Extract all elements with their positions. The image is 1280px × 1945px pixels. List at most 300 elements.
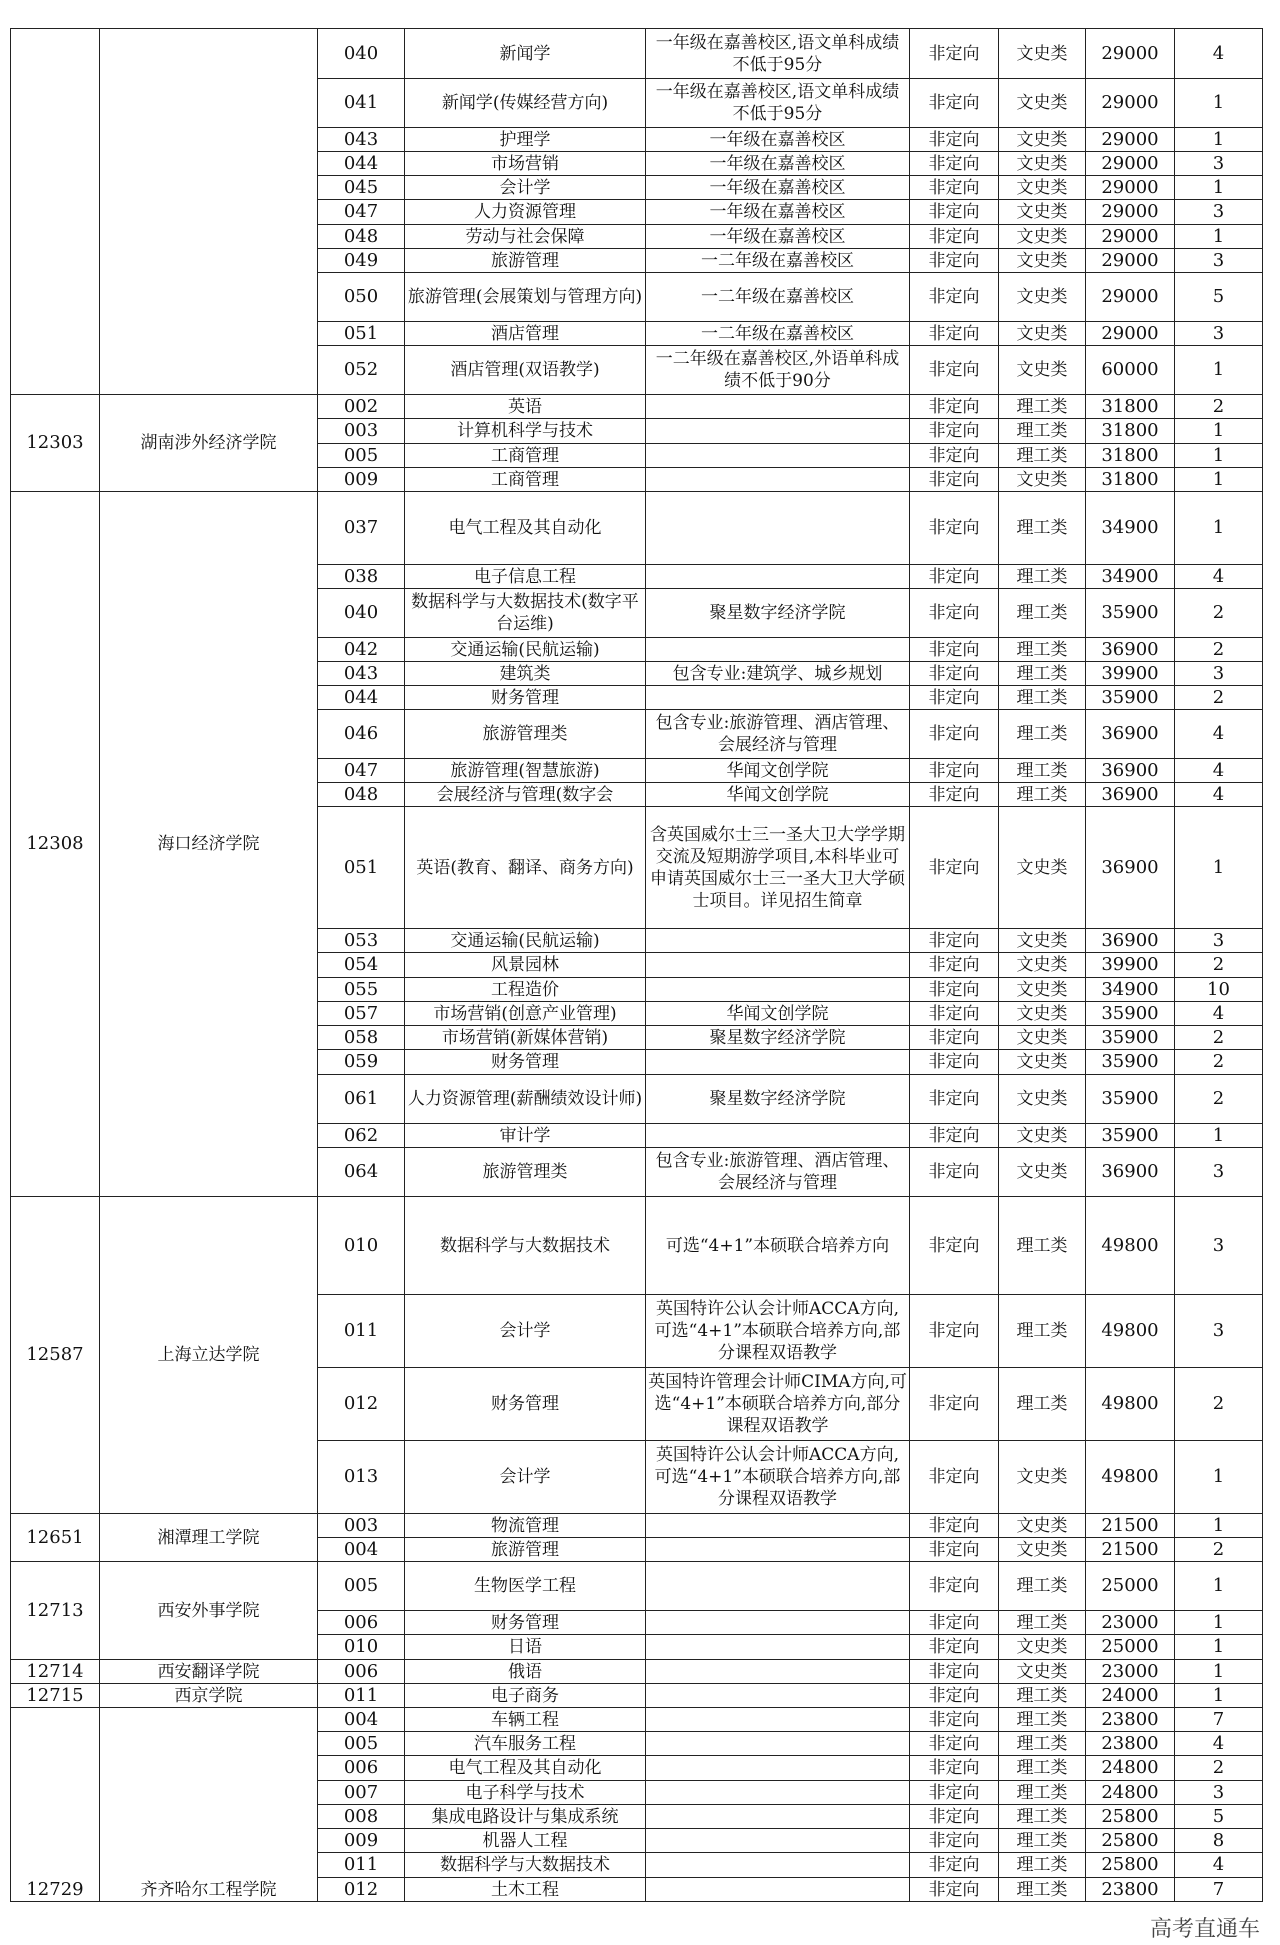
note-cell: 华闻文创学院: [646, 759, 910, 783]
major-code-cell: 052: [318, 346, 405, 395]
plan-count-cell: 1: [1175, 1635, 1263, 1660]
major-code-cell: 012: [318, 1878, 405, 1902]
major-name-cell: 英语: [405, 395, 646, 419]
plan-count-cell: 1: [1175, 1660, 1263, 1684]
major-name-cell: 计算机科学与技术: [405, 419, 646, 444]
plan-count-cell: 10: [1175, 978, 1263, 1002]
tuition-cell: 35900: [1086, 1124, 1175, 1148]
note-cell: 一二年级在嘉善校区: [646, 249, 910, 273]
plan-count-cell: 1: [1175, 419, 1263, 444]
enroll-type-cell: 非定向: [910, 128, 999, 152]
tuition-cell: 24800: [1086, 1756, 1175, 1781]
major-name-cell: 人力资源管理: [405, 200, 646, 225]
note-cell: [646, 953, 910, 978]
table-body: [11, 29, 1263, 1902]
major-code-cell: 002: [318, 395, 405, 419]
enroll-type-cell: 非定向: [910, 807, 999, 929]
note-cell: [646, 1756, 910, 1781]
plan-count-cell: 8: [1175, 1829, 1263, 1853]
major-code-cell: 051: [318, 807, 405, 929]
major-code-cell: 005: [318, 444, 405, 468]
enroll-type-cell: 非定向: [910, 1538, 999, 1562]
table-row: [11, 29, 1263, 79]
major-code-cell: 040: [318, 29, 405, 79]
category-cell: 理工类: [999, 1611, 1086, 1635]
tuition-cell: 21500: [1086, 1514, 1175, 1538]
tuition-cell: 35900: [1086, 1002, 1175, 1026]
plan-count-cell: 3: [1175, 1781, 1263, 1805]
enroll-type-cell: 非定向: [910, 929, 999, 953]
enroll-type-cell: 非定向: [910, 1660, 999, 1684]
category-cell: 文史类: [999, 346, 1086, 395]
enroll-type-cell: 非定向: [910, 1295, 999, 1368]
tuition-cell: 23000: [1086, 1660, 1175, 1684]
note-cell: 包含专业:旅游管理、酒店管理、会展经济与管理: [646, 1148, 910, 1197]
enroll-type-cell: 非定向: [910, 686, 999, 710]
major-code-cell: 050: [318, 273, 405, 322]
category-cell: 文史类: [999, 1635, 1086, 1660]
plan-count-cell: 5: [1175, 273, 1263, 322]
major-name-cell: 会计学: [405, 1295, 646, 1368]
plan-count-cell: 3: [1175, 322, 1263, 346]
category-cell: 理工类: [999, 1756, 1086, 1781]
category-cell: 理工类: [999, 686, 1086, 710]
note-cell: 含英国威尔士三一圣大卫大学学期交流及短期游学项目,本科毕业可申请英国威尔士三一圣大卫大学硕士项目。详见招生简章: [646, 807, 910, 929]
category-cell: 理工类: [999, 662, 1086, 686]
major-name-cell: 审计学: [405, 1124, 646, 1148]
major-name-cell: 电子科学与技术: [405, 1781, 646, 1805]
major-code-cell: 048: [318, 783, 405, 807]
plan-count-cell: 1: [1175, 1514, 1263, 1538]
note-cell: [646, 1708, 910, 1732]
table-row: [11, 1684, 1263, 1708]
tuition-cell: 35900: [1086, 1026, 1175, 1050]
major-name-cell: 会计学: [405, 176, 646, 200]
enroll-type-cell: 非定向: [910, 1026, 999, 1050]
tuition-cell: 29000: [1086, 128, 1175, 152]
plan-count-cell: 3: [1175, 1148, 1263, 1197]
plan-count-cell: 3: [1175, 662, 1263, 686]
major-name-cell: 人力资源管理(薪酬绩效设计师): [405, 1075, 646, 1124]
plan-count-cell: 2: [1175, 589, 1263, 638]
tuition-cell: 35900: [1086, 686, 1175, 710]
note-cell: 一年级在嘉善校区: [646, 128, 910, 152]
enroll-type-cell: 非定向: [910, 759, 999, 783]
category-cell: 文史类: [999, 1050, 1086, 1075]
category-cell: 文史类: [999, 807, 1086, 929]
category-cell: 理工类: [999, 492, 1086, 565]
plan-count-cell: 3: [1175, 200, 1263, 225]
category-cell: 文史类: [999, 1075, 1086, 1124]
enroll-type-cell: 非定向: [910, 1050, 999, 1075]
major-code-cell: 045: [318, 176, 405, 200]
tuition-cell: 25800: [1086, 1853, 1175, 1878]
tuition-cell: 39900: [1086, 662, 1175, 686]
category-cell: 文史类: [999, 1148, 1086, 1197]
school-code-cell: 12308: [11, 492, 100, 1197]
note-cell: [646, 1538, 910, 1562]
note-cell: [646, 419, 910, 444]
tuition-cell: 31800: [1086, 419, 1175, 444]
major-code-cell: 046: [318, 710, 405, 759]
plan-count-cell: 4: [1175, 1853, 1263, 1878]
plan-count-cell: 2: [1175, 1075, 1263, 1124]
school-name-cell: 湘潭理工学院: [100, 1514, 318, 1562]
tuition-cell: 49800: [1086, 1441, 1175, 1514]
tuition-cell: 34900: [1086, 978, 1175, 1002]
note-cell: 华闻文创学院: [646, 783, 910, 807]
tuition-cell: 36900: [1086, 1148, 1175, 1197]
enroll-type-cell: 非定向: [910, 565, 999, 589]
major-name-cell: 交通运输(民航运输): [405, 638, 646, 662]
enroll-type-cell: 非定向: [910, 1829, 999, 1853]
tuition-cell: 29000: [1086, 79, 1175, 128]
major-code-cell: 009: [318, 1829, 405, 1853]
plan-count-cell: 7: [1175, 1878, 1263, 1902]
plan-count-cell: 2: [1175, 1368, 1263, 1441]
major-name-cell: 机器人工程: [405, 1829, 646, 1853]
major-code-cell: 049: [318, 249, 405, 273]
major-name-cell: 财务管理: [405, 1368, 646, 1441]
category-cell: 理工类: [999, 1295, 1086, 1368]
plan-count-cell: 1: [1175, 492, 1263, 565]
category-cell: 文史类: [999, 225, 1086, 249]
category-cell: 理工类: [999, 1878, 1086, 1902]
tuition-cell: 36900: [1086, 783, 1175, 807]
note-cell: [646, 492, 910, 565]
note-cell: 华闻文创学院: [646, 1002, 910, 1026]
major-code-cell: 011: [318, 1684, 405, 1708]
major-name-cell: 建筑类: [405, 662, 646, 686]
major-name-cell: 旅游管理(智慧旅游): [405, 759, 646, 783]
tuition-cell: 49800: [1086, 1368, 1175, 1441]
note-cell: 聚星数字经济学院: [646, 1075, 910, 1124]
school-name-cell: 湖南涉外经济学院: [100, 395, 318, 492]
major-code-cell: 041: [318, 79, 405, 128]
major-name-cell: 旅游管理(会展策划与管理方向): [405, 273, 646, 322]
major-code-cell: 012: [318, 1368, 405, 1441]
enroll-type-cell: 非定向: [910, 1075, 999, 1124]
note-cell: [646, 978, 910, 1002]
enroll-type-cell: 非定向: [910, 1756, 999, 1781]
major-name-cell: 新闻学(传媒经营方向): [405, 79, 646, 128]
enroll-type-cell: 非定向: [910, 1562, 999, 1611]
plan-count-cell: 1: [1175, 176, 1263, 200]
plan-count-cell: 3: [1175, 929, 1263, 953]
major-name-cell: 旅游管理类: [405, 710, 646, 759]
major-name-cell: 汽车服务工程: [405, 1732, 646, 1756]
note-cell: 聚星数字经济学院: [646, 1026, 910, 1050]
enroll-type-cell: 非定向: [910, 1853, 999, 1878]
tuition-cell: 35900: [1086, 1075, 1175, 1124]
note-cell: 英国特许公认会计师ACCA方向,可选“4+1”本硕联合培养方向,部分课程双语教学: [646, 1441, 910, 1514]
note-cell: [646, 1684, 910, 1708]
enroll-type-cell: 非定向: [910, 1635, 999, 1660]
major-code-cell: 059: [318, 1050, 405, 1075]
enroll-type-cell: 非定向: [910, 1732, 999, 1756]
plan-count-cell: 2: [1175, 1050, 1263, 1075]
note-cell: 包含专业:建筑学、城乡规划: [646, 662, 910, 686]
enroll-type-cell: 非定向: [910, 468, 999, 492]
school-name-cell: 西京学院: [100, 1684, 318, 1708]
major-code-cell: 047: [318, 200, 405, 225]
table-row: [11, 395, 1263, 419]
tuition-cell: 34900: [1086, 565, 1175, 589]
category-cell: 理工类: [999, 1829, 1086, 1853]
category-cell: 文史类: [999, 128, 1086, 152]
plan-count-cell: 2: [1175, 1538, 1263, 1562]
major-name-cell: 护理学: [405, 128, 646, 152]
major-name-cell: 旅游管理: [405, 1538, 646, 1562]
category-cell: 理工类: [999, 1732, 1086, 1756]
category-cell: 文史类: [999, 1538, 1086, 1562]
school-name-cell: 齐齐哈尔工程学院: [100, 1708, 318, 1902]
tuition-cell: 24800: [1086, 1781, 1175, 1805]
tuition-cell: 23000: [1086, 1611, 1175, 1635]
enroll-type-cell: 非定向: [910, 1124, 999, 1148]
enroll-type-cell: 非定向: [910, 492, 999, 565]
table-row: [11, 1562, 1263, 1611]
note-cell: 聚星数字经济学院: [646, 589, 910, 638]
category-cell: 理工类: [999, 710, 1086, 759]
note-cell: [646, 1635, 910, 1660]
major-code-cell: 009: [318, 468, 405, 492]
enroll-type-cell: 非定向: [910, 662, 999, 686]
table-row: [11, 492, 1263, 565]
school-code-cell: 12715: [11, 1684, 100, 1708]
major-name-cell: 集成电路设计与集成系统: [405, 1805, 646, 1829]
category-cell: 文史类: [999, 978, 1086, 1002]
major-name-cell: 土木工程: [405, 1878, 646, 1902]
major-name-cell: 旅游管理: [405, 249, 646, 273]
major-code-cell: 058: [318, 1026, 405, 1050]
major-code-cell: 054: [318, 953, 405, 978]
major-name-cell: 日语: [405, 1635, 646, 1660]
note-cell: [646, 1805, 910, 1829]
note-cell: 包含专业:旅游管理、酒店管理、会展经济与管理: [646, 710, 910, 759]
enroll-type-cell: 非定向: [910, 1197, 999, 1295]
school-code-cell: 12713: [11, 1562, 100, 1660]
major-name-cell: 会计学: [405, 1441, 646, 1514]
category-cell: 理工类: [999, 1708, 1086, 1732]
category-cell: 文史类: [999, 953, 1086, 978]
tuition-cell: 35900: [1086, 589, 1175, 638]
plan-count-cell: 3: [1175, 249, 1263, 273]
major-code-cell: 011: [318, 1295, 405, 1368]
plan-count-cell: 3: [1175, 1197, 1263, 1295]
school-code-cell: 12303: [11, 395, 100, 492]
plan-count-cell: 1: [1175, 1611, 1263, 1635]
plan-count-cell: 4: [1175, 565, 1263, 589]
enroll-type-cell: 非定向: [910, 1781, 999, 1805]
category-cell: 理工类: [999, 419, 1086, 444]
enroll-type-cell: 非定向: [910, 29, 999, 79]
plan-count-cell: 2: [1175, 395, 1263, 419]
plan-count-cell: 1: [1175, 468, 1263, 492]
category-cell: 文史类: [999, 249, 1086, 273]
category-cell: 理工类: [999, 1853, 1086, 1878]
major-code-cell: 013: [318, 1441, 405, 1514]
category-cell: 理工类: [999, 759, 1086, 783]
plan-count-cell: 1: [1175, 1684, 1263, 1708]
plan-count-cell: 1: [1175, 79, 1263, 128]
enroll-type-cell: 非定向: [910, 638, 999, 662]
major-name-cell: 市场营销(新媒体营销): [405, 1026, 646, 1050]
major-name-cell: 会展经济与管理(数字会: [405, 783, 646, 807]
tuition-cell: 29000: [1086, 249, 1175, 273]
major-code-cell: 040: [318, 589, 405, 638]
tuition-cell: 31800: [1086, 395, 1175, 419]
tuition-cell: 21500: [1086, 1538, 1175, 1562]
major-code-cell: 051: [318, 322, 405, 346]
note-cell: [646, 1611, 910, 1635]
major-code-cell: 047: [318, 759, 405, 783]
category-cell: 理工类: [999, 444, 1086, 468]
table-row: [11, 1514, 1263, 1538]
major-code-cell: 005: [318, 1732, 405, 1756]
category-cell: 文史类: [999, 1514, 1086, 1538]
major-code-cell: 010: [318, 1197, 405, 1295]
category-cell: 理工类: [999, 589, 1086, 638]
plan-count-cell: 4: [1175, 1002, 1263, 1026]
note-cell: [646, 1124, 910, 1148]
category-cell: 文史类: [999, 1002, 1086, 1026]
major-code-cell: 043: [318, 662, 405, 686]
plan-count-cell: 2: [1175, 1026, 1263, 1050]
enroll-type-cell: 非定向: [910, 1002, 999, 1026]
plan-count-cell: 1: [1175, 1441, 1263, 1514]
enroll-type-cell: 非定向: [910, 1611, 999, 1635]
enroll-type-cell: 非定向: [910, 953, 999, 978]
enroll-type-cell: 非定向: [910, 1368, 999, 1441]
note-cell: [646, 565, 910, 589]
school-code-cell: 12729: [11, 1708, 100, 1902]
category-cell: 理工类: [999, 395, 1086, 419]
major-code-cell: 005: [318, 1562, 405, 1611]
tuition-cell: 23800: [1086, 1732, 1175, 1756]
major-name-cell: 电气工程及其自动化: [405, 492, 646, 565]
enroll-type-cell: 非定向: [910, 978, 999, 1002]
plan-count-cell: 1: [1175, 128, 1263, 152]
category-cell: 文史类: [999, 200, 1086, 225]
category-cell: 文史类: [999, 1124, 1086, 1148]
note-cell: 一年级在嘉善校区,语文单科成绩不低于95分: [646, 29, 910, 79]
enroll-type-cell: 非定向: [910, 1148, 999, 1197]
note-cell: [646, 1732, 910, 1756]
major-code-cell: 006: [318, 1611, 405, 1635]
tuition-cell: 29000: [1086, 322, 1175, 346]
major-name-cell: 数据科学与大数据技术: [405, 1853, 646, 1878]
tuition-cell: 35900: [1086, 1050, 1175, 1075]
tuition-cell: 29000: [1086, 225, 1175, 249]
tuition-cell: 25800: [1086, 1805, 1175, 1829]
enroll-type-cell: 非定向: [910, 249, 999, 273]
enroll-type-cell: 非定向: [910, 1441, 999, 1514]
tuition-cell: 60000: [1086, 346, 1175, 395]
tuition-cell: 49800: [1086, 1197, 1175, 1295]
enroll-type-cell: 非定向: [910, 395, 999, 419]
note-cell: 一二年级在嘉善校区,外语单科成绩不低于90分: [646, 346, 910, 395]
plan-count-cell: 4: [1175, 1732, 1263, 1756]
major-name-cell: 电子信息工程: [405, 565, 646, 589]
major-code-cell: 037: [318, 492, 405, 565]
tuition-cell: 29000: [1086, 176, 1175, 200]
major-name-cell: 数据科学与大数据技术: [405, 1197, 646, 1295]
major-code-cell: 064: [318, 1148, 405, 1197]
major-name-cell: 英语(教育、翻译、商务方向): [405, 807, 646, 929]
note-cell: [646, 1878, 910, 1902]
major-code-cell: 057: [318, 1002, 405, 1026]
category-cell: 理工类: [999, 1781, 1086, 1805]
note-cell: 英国特许公认会计师ACCA方向,可选“4+1”本硕联合培养方向,部分课程双语教学: [646, 1295, 910, 1368]
tuition-cell: 23800: [1086, 1878, 1175, 1902]
major-code-cell: 004: [318, 1708, 405, 1732]
note-cell: 一年级在嘉善校区: [646, 176, 910, 200]
major-name-cell: 新闻学: [405, 29, 646, 79]
major-name-cell: 旅游管理类: [405, 1148, 646, 1197]
plan-count-cell: 4: [1175, 710, 1263, 759]
school-code-cell: 12587: [11, 1197, 100, 1514]
note-cell: [646, 1829, 910, 1853]
plan-count-cell: 1: [1175, 1562, 1263, 1611]
school-code-cell: 12651: [11, 1514, 100, 1562]
major-name-cell: 风景园林: [405, 953, 646, 978]
major-name-cell: 酒店管理: [405, 322, 646, 346]
note-cell: [646, 1050, 910, 1075]
plan-count-cell: 1: [1175, 1124, 1263, 1148]
category-cell: 理工类: [999, 1805, 1086, 1829]
note-cell: [646, 395, 910, 419]
major-name-cell: 俄语: [405, 1660, 646, 1684]
major-name-cell: 市场营销(创意产业管理): [405, 1002, 646, 1026]
school-name-cell: 上海立达学院: [100, 1197, 318, 1514]
enroll-type-cell: 非定向: [910, 225, 999, 249]
major-name-cell: 工商管理: [405, 468, 646, 492]
category-cell: 文史类: [999, 322, 1086, 346]
category-cell: 文史类: [999, 1026, 1086, 1050]
major-name-cell: 工程造价: [405, 978, 646, 1002]
major-name-cell: 财务管理: [405, 1611, 646, 1635]
tuition-cell: 29000: [1086, 200, 1175, 225]
plan-count-cell: 1: [1175, 807, 1263, 929]
tuition-cell: 25000: [1086, 1562, 1175, 1611]
plan-count-cell: 3: [1175, 152, 1263, 176]
school-name-cell: 西安翻译学院: [100, 1660, 318, 1684]
major-code-cell: 044: [318, 152, 405, 176]
category-cell: 理工类: [999, 565, 1086, 589]
major-code-cell: 055: [318, 978, 405, 1002]
tuition-cell: 36900: [1086, 710, 1175, 759]
category-cell: 文史类: [999, 152, 1086, 176]
major-name-cell: 数据科学与大数据技术(数字平台运维): [405, 589, 646, 638]
major-code-cell: 007: [318, 1781, 405, 1805]
school-name-cell: [100, 29, 318, 395]
note-cell: [646, 638, 910, 662]
major-code-cell: 048: [318, 225, 405, 249]
major-code-cell: 061: [318, 1075, 405, 1124]
enroll-type-cell: 非定向: [910, 152, 999, 176]
major-name-cell: 财务管理: [405, 686, 646, 710]
tuition-cell: 25800: [1086, 1829, 1175, 1853]
major-name-cell: 交通运输(民航运输): [405, 929, 646, 953]
major-name-cell: 车辆工程: [405, 1708, 646, 1732]
category-cell: 理工类: [999, 783, 1086, 807]
tuition-cell: 36900: [1086, 807, 1175, 929]
note-cell: [646, 929, 910, 953]
major-name-cell: 酒店管理(双语教学): [405, 346, 646, 395]
category-cell: 文史类: [999, 176, 1086, 200]
enroll-type-cell: 非定向: [910, 710, 999, 759]
